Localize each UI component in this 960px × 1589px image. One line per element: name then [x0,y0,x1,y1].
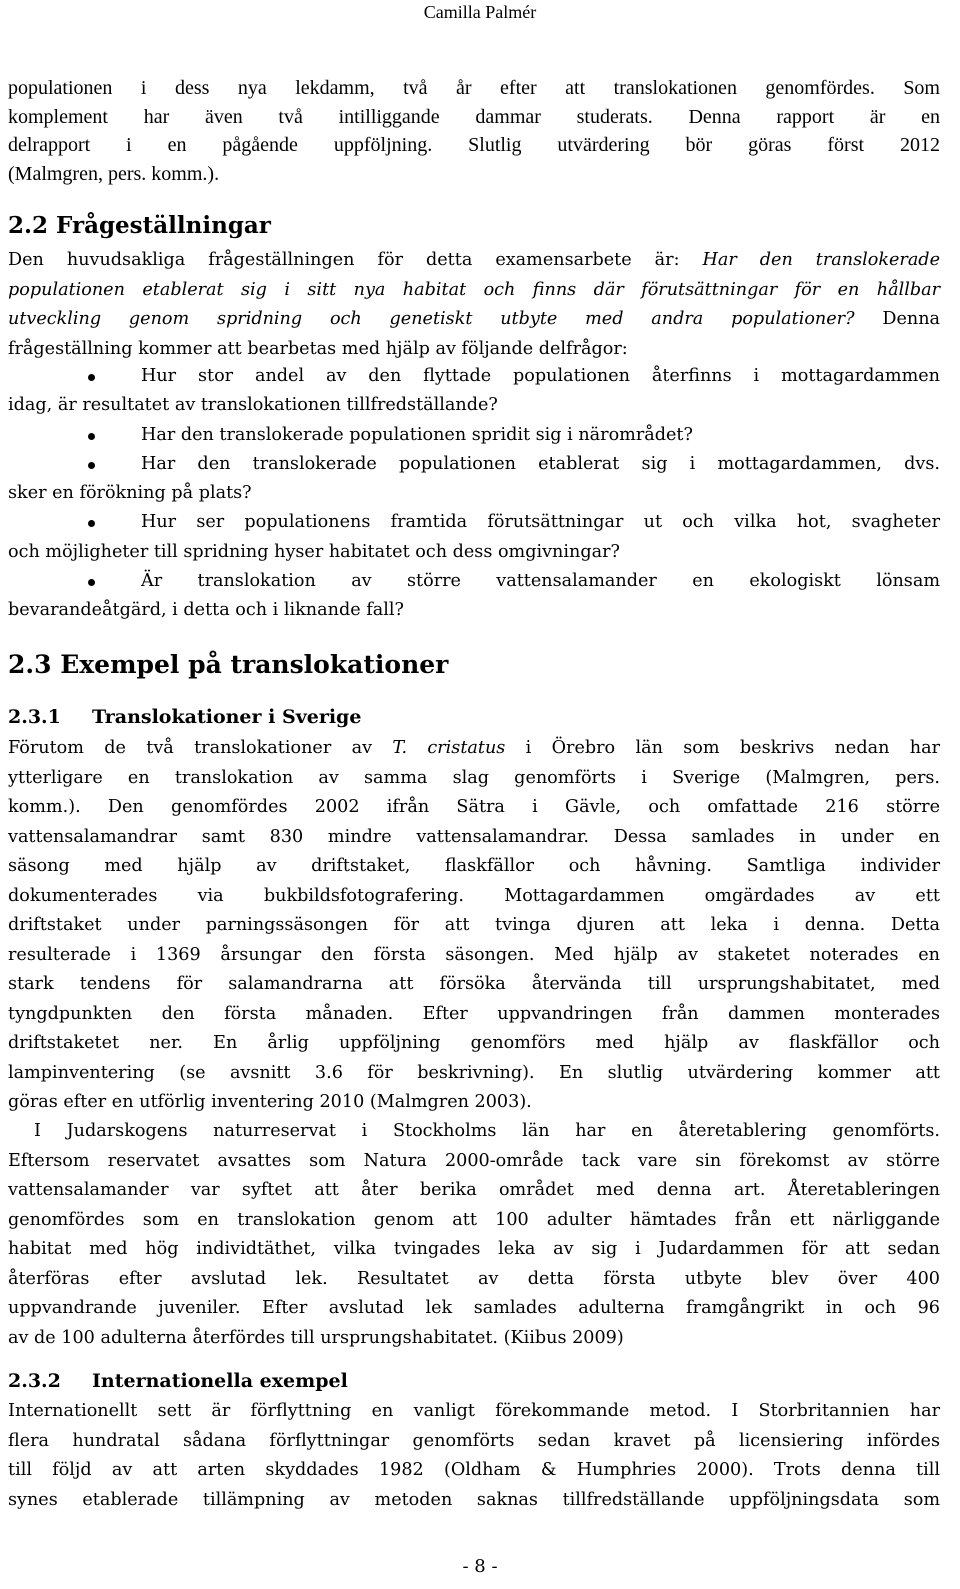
running-header: Camilla Palmér [423,2,537,22]
text-line: driftstaket under parningssäsongen för att tvinga djuren att leka i denna. Detta [8,915,940,935]
text-line: säsong med hjälp av driftstaket, flaskfällor och håvning. Samtliga individer [8,856,940,876]
section-2-3-2-paragraph [8,1397,940,1515]
text-line: populationen i dess nya lekdamm, två år efter att translokationen genomfördes. Som [8,77,940,99]
text-line: driftstaketet ner. En årlig uppföljning genomförs med hjälp av flaskfällor och [8,1033,940,1053]
list-item: Hur ser populationens framtida förutsättningar ut och vilka hot, svagheter och möjligheter till spridning hyser habitatet och dess omgivningar? [8,512,940,562]
text-line: Den huvudsakliga frågeställningen för detta examensarbete är: Har den translokerade [8,250,940,270]
text-line: uppvandrande juveniler. Efter avslutad lek samlades adulterna framgångrikt in och 96 [8,1298,940,1318]
text-line: habitat med hög individtäthet, vilka tvingades leka av sig i Judardammen för att sedan [8,1239,940,1259]
text-line: delrapport i en pågående uppföljning. Slutlig utvärdering bör göras först 2012 [8,134,940,156]
text-line: Förutom de två translokationer av T. cristatus i Örebro län som beskrivs nedan har [8,738,940,758]
research-questions-list [8,362,940,626]
text-line: lampinventering (se avsnitt 3.6 för beskrivning). En slutlig utvärdering kommer att [8,1062,940,1083]
text-line: komm.). Den genomfördes 2002 ifrån Sätra i Gävle, och omfattade 216 större [8,797,940,817]
section-2-2-lead [8,246,940,364]
bullet-icon [88,520,95,527]
bullet-icon [88,374,95,381]
list-item: Är translokation av större vattensalamander en ekologiskt lönsam bevarandeåtgärd, i detta och i liknande fall? [8,571,940,621]
section-heading-2-3-2: 2.3.2 Internationella exempel [8,1370,348,1392]
page-number: - 8 - [462,1556,498,1577]
text-line: komplement har även två intilliggande dammar studerats. Denna rapport är en [8,105,940,128]
text-line: ytterligare en translokation av samma slag genomförts i Sverige (Malmgren, pers. [8,767,940,788]
text-line: tyngdpunkten den första månaden. Efter uppvandringen från dammen monterades [8,1003,940,1024]
text-line: utveckling genom spridning och genetiskt utbyte med andra populationer? Denna [8,309,941,329]
text-line: (Malmgren, pers. komm.). [8,162,220,185]
text-line: vattensalamander var syftet att åter berika området med denna art. Återetableringen [8,1180,940,1200]
text-line: synes etablerade tillämpning av metoden saknas tillfredställande uppföljningsdata som [8,1489,940,1510]
intro-paragraph [8,74,940,188]
text-line: av de 100 adulterna återfördes till ursprungshabitatet. (Kiibus 2009) [8,1327,624,1348]
text-line: Eftersom reservatet avsattes som Natura 2000-område tack vare sin förekomst av större [8,1150,940,1171]
text-line: genomfördes som en translokation genom att 100 adulter hämtades från ett närliggande [8,1209,940,1230]
text-line: till följd av att arten skyddades 1982 (Oldham & Humphries 2000). Trots denna till [8,1460,940,1480]
section-2-3-1-paragraph-2 [8,1117,940,1353]
bullet-icon [88,462,95,469]
bullet-icon [88,433,95,440]
section-heading-2-2: 2.2 Frågeställningar [8,212,271,239]
list-item: Hur stor andel av den flyttade populationen återfinns i mottagardammen idag, är resultatet av translokationen tillfredställande? [8,366,940,416]
text-line: I Judarskogens naturreservat i Stockholms län har en återetablering genomförts. [34,1121,940,1141]
text-line: populationen etablerat sig i sitt nya habitat och finns där förutsättningar för en hållbar [8,279,940,300]
bullet-icon [88,579,95,586]
text-line: stark tendens för salamandrarna att försöka återvända till ursprungshabitatet, med [8,974,940,994]
text-line: Internationellt sett är förflyttning en vanligt förekommande metod. I Storbritannien har [8,1401,940,1421]
list-item: Har den translokerade populationen etablerat sig i mottagardammen, dvs. sker en förökning på plats? [8,453,940,504]
section-2-3-1-paragraph-1 [8,734,940,1118]
text-line: resulterade i 1369 årsungar den första säsongen. Med hjälp av staketet noterades en [8,944,940,965]
text-line: frågeställning kommer att bearbetas med hjälp av följande delfrågor: [8,338,628,359]
text-line: göras efter en utförlig inventering 2010 (Malmgren 2003). [8,1092,532,1112]
text-line: återföras efter avslutad lek. Resultatet av detta första utbyte blev över 400 [8,1268,940,1289]
text-line: dokumenterades via bukbildsfotografering. Mottagardammen omgärdades av ett [8,885,940,906]
section-heading-2-3: 2.3 Exempel på translokationer [8,650,449,679]
text-line: vattensalamandrar samt 830 mindre vattensalamandrar. Dessa samlades in under en [8,826,940,847]
list-item: Har den translokerade populationen spridit sig i närområdet? [8,421,940,450]
text-line: flera hundratal sådana förflyttningar genomförts sedan kravet på licensiering infördes [8,1430,940,1451]
section-heading-2-3-1: 2.3.1 Translokationer i Sverige [8,706,362,728]
